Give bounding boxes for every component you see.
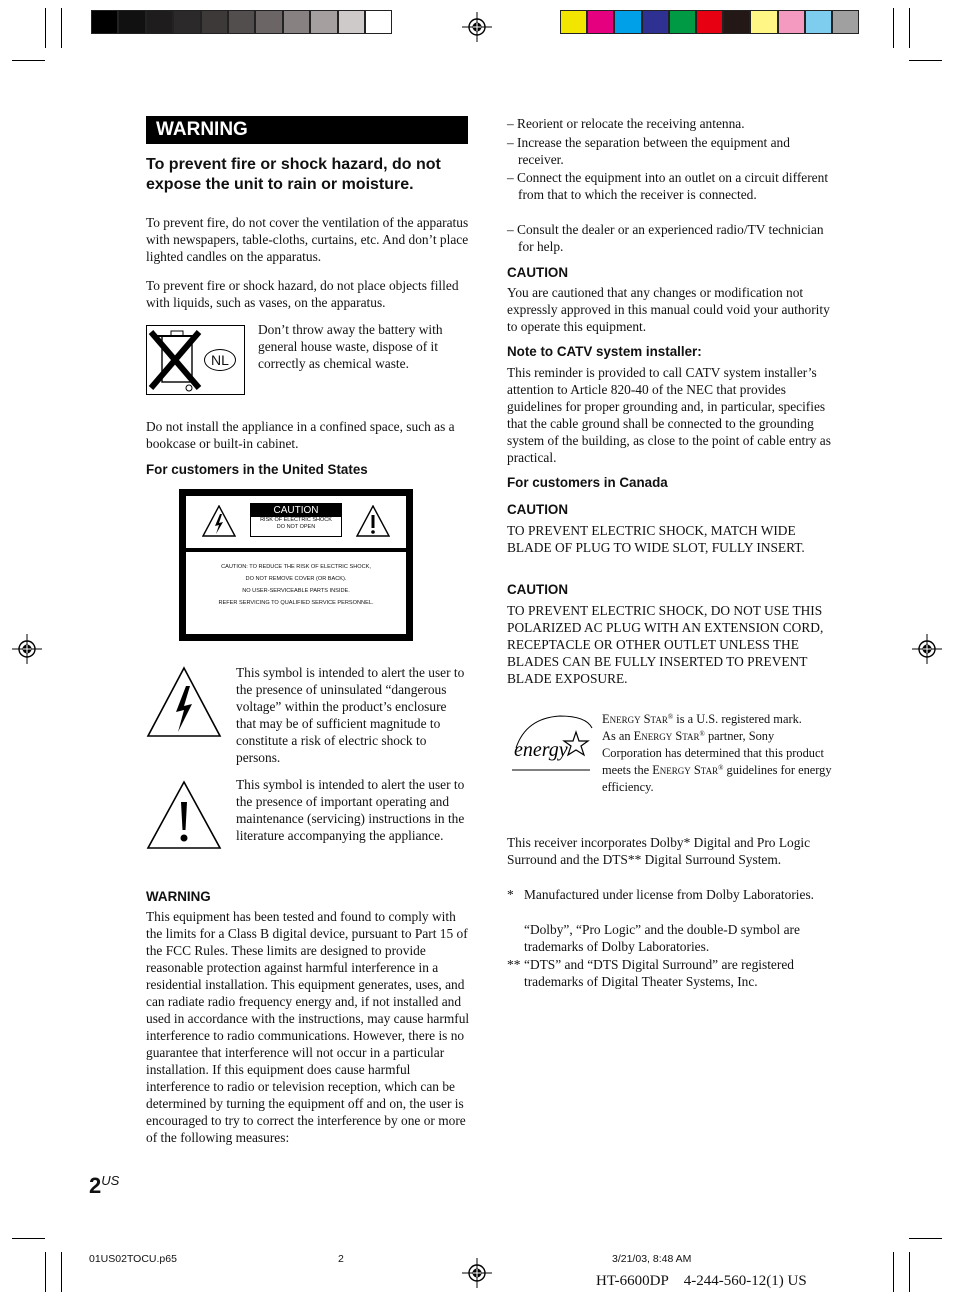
- color-swatch: [587, 10, 614, 34]
- measure-item: – Consult the dealer or an experienced radio/TV technician for help.: [507, 222, 824, 254]
- registration-target-icon: [462, 1258, 492, 1288]
- liquid-paragraph: To prevent fire or shock hazard, do not place objects filled with liquids, such as vases, on the apparatus.: [146, 278, 459, 310]
- instructions-symbol-text: This symbol is intended to alert the user to the presence of important operating and maintenance (servicing) instructions in the literature accompanying the appliance.: [236, 777, 465, 843]
- gray-swatch: [118, 10, 145, 34]
- footer-filename: 01US02TOCU.p65: [89, 1253, 177, 1265]
- model-code: HT-6600DP 4-244-560-12(1) US: [596, 1273, 807, 1289]
- gray-swatch: [310, 10, 337, 34]
- gray-swatch: [173, 10, 200, 34]
- color-swatch: [832, 10, 859, 34]
- fcc-paragraph: This equipment has been tested and found to comply with the limits for a Class B digital device, pursuant to Part 15 of the FCC Rules. These limits are designed to provide reasonable protection against harmful interference in a residential installation. This equipment generates, uses, and can radiate radio frequency energy and, if not installed and used in accordance with the instructions, may cause harmful interference to radio communications. However, there is no guarantee that interference will not occur in a particular installation. If this equipment does cause harmful interference to radio or television reception, which can be determined by turning the equipment off and on, the user is encouraged to try to correct the interference by one or more of the following measures:: [146, 909, 470, 1145]
- gray-swatch: [228, 10, 255, 34]
- dolby-paragraph: This receiver incorporates Dolby* Digital and Pro Logic Surround and the DTS** Digital Surround System.: [507, 835, 811, 867]
- registration-target-icon: [12, 634, 42, 664]
- battery-disposal-box: [146, 325, 245, 395]
- energy-star-text: Energy Star® is a U.S. registered mark. As an Energy Star® partner, Sony Corporation has determined that this product meets the Energy Star® guidelines for energy efficiency.: [602, 712, 832, 794]
- canada-heading: For customers in Canada: [507, 475, 668, 490]
- caution-box: CAUTION RISK OF ELECTRIC SHOCK DO NOT OPEN: [250, 503, 342, 537]
- catv-heading: Note to CATV system installer:: [507, 344, 702, 359]
- caution-label: [179, 489, 413, 641]
- fire-shock-warning: To prevent fire or shock hazard, do not expose the unit to rain or moisture.: [146, 156, 441, 193]
- color-swatch: [669, 10, 696, 34]
- voltage-symbol-text: This symbol is intended to alert the user to the presence of uninsulated “dangerous voltage” within the product’s enclosure that may be of sufficient magnitude to constitute a risk of electric shock to persons.: [236, 665, 465, 765]
- color-swatch: [723, 10, 750, 34]
- energy-star-logo-icon: [506, 710, 594, 772]
- color-swatch: [805, 10, 832, 34]
- caution-instructions: CAUTION: TO REDUCE THE RISK OF ELECTRIC SHOCK, DO NOT REMOVE COVER (OR BACK). NO USER-SERVICEABLE PARTS INSIDE. REFER SERVICING TO QUALIFIED SERVICE PERSONNEL.: [186, 552, 406, 634]
- caution-heading: CAUTION: [507, 582, 568, 597]
- caution-heading: CAUTION: [507, 265, 568, 280]
- gray-swatch: [146, 10, 173, 34]
- svg-text:energy: energy: [514, 739, 568, 761]
- color-swatch: [778, 10, 805, 34]
- dangerous-voltage-icon: [146, 666, 222, 738]
- polarized-plug-text: TO PREVENT ELECTRIC SHOCK, DO NOT USE THIS POLARIZED AC PLUG WITH AN EXTENSION CORD, RECEPTACLE OR OTHER OUTLET UNLESS THE BLADES CAN BE FULLY INSERTED TO PREVENT BLADE EXPOSURE.: [507, 603, 824, 686]
- measure-item: – Connect the equipment into an outlet on a circuit different from that to which the receiver is connected.: [507, 170, 829, 202]
- warning-heading: WARNING: [146, 889, 211, 904]
- page-number: $2^{US}$: [89, 1173, 120, 1198]
- gray-swatch: [365, 10, 392, 34]
- footnote-mark: *: [507, 887, 514, 902]
- attention-icon: [146, 780, 222, 850]
- lightning-bolt-icon: [202, 505, 236, 537]
- color-swatch: [560, 10, 587, 34]
- caution-heading: CAUTION: [507, 502, 568, 517]
- registration-target-icon: [462, 12, 492, 42]
- color-swatch: [642, 10, 669, 34]
- us-customers-heading: For customers in the United States: [146, 462, 368, 477]
- color-swatch: [750, 10, 777, 34]
- dolby-license-note: Manufactured under license from Dolby Laboratories.: [524, 887, 815, 902]
- dolby-trademark-note: “Dolby”, “Pro Logic” and the double-D symbol are trademarks of Dolby Laboratories.: [524, 922, 800, 954]
- gray-swatch: [283, 10, 310, 34]
- gray-swatch: [338, 10, 365, 34]
- nl-badge: NL: [204, 349, 236, 371]
- footer-date: 3/21/03, 8:48 AM: [612, 1253, 692, 1265]
- exclamation-icon: [356, 505, 390, 537]
- registration-target-icon: [912, 634, 942, 664]
- color-swatch: [696, 10, 723, 34]
- catv-text: This reminder is provided to call CATV system installer’s attention to Article 820-40 of the NEC that provides guidelines for proper grounding and, in particular, specifies that the cable ground shall be connected to the grounding system of the building, as close to the point of cable entry as practical.: [507, 365, 831, 465]
- warning-banner: WARNING: [146, 116, 468, 144]
- gray-swatch: [255, 10, 282, 34]
- fire-paragraph: To prevent fire, do not cover the ventilation of the apparatus with newspapers, table-cloths, curtains, etc. And don’t place lighted candles on the apparatus.: [146, 215, 469, 264]
- measure-item: – Reorient or relocate the receiving antenna.: [507, 116, 745, 131]
- install-paragraph: Do not install the appliance in a confined space, such as a bookcase or built-in cabinet.: [146, 419, 455, 451]
- dts-trademark-note: “DTS” and “DTS Digital Surround” are registered trademarks of Digital Theater Systems, Inc.: [524, 957, 794, 989]
- measure-item: – Increase the separation between the equipment and receiver.: [507, 135, 790, 167]
- gray-swatch: [91, 10, 118, 34]
- footnote-mark: **: [507, 957, 521, 972]
- footer-page: 2: [338, 1253, 344, 1265]
- plug-caution-text: TO PREVENT ELECTRIC SHOCK, MATCH WIDE BLADE OF PLUG TO WIDE SLOT, FULLY INSERT.: [507, 523, 805, 555]
- color-swatch: [614, 10, 641, 34]
- caution-text: You are cautioned that any changes or modification not expressly approved in this manual could void your authority to operate this equipment.: [507, 285, 830, 334]
- battery-text: Don’t throw away the battery with general house waste, dispose of it correctly as chemical waste.: [258, 322, 443, 371]
- gray-swatch: [201, 10, 228, 34]
